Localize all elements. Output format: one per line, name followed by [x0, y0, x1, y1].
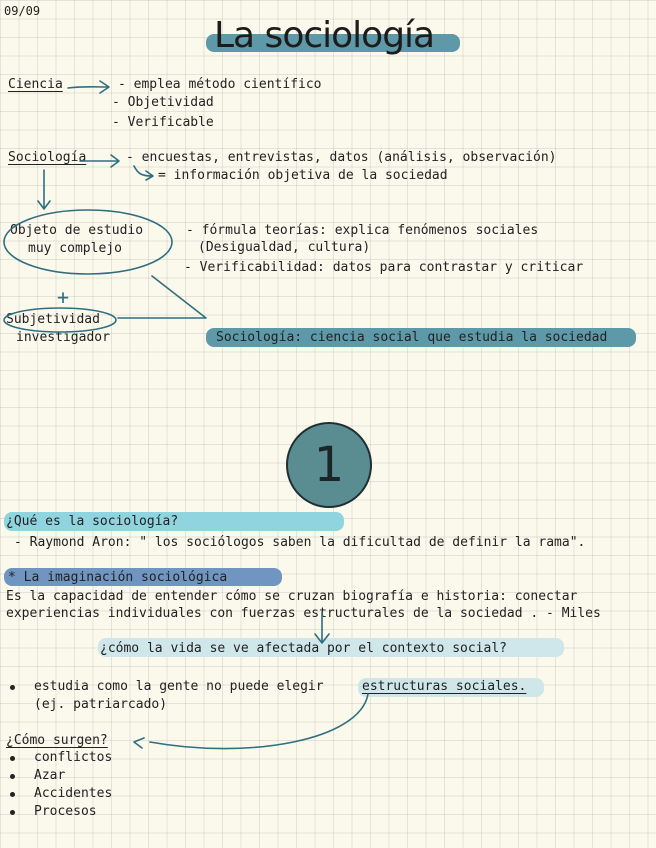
definition-text: Sociología: ciencia social que estudia la sociedad: [216, 330, 608, 345]
objeto-point-1: - fórmula teorías: explica fenómenos sociales: [186, 223, 539, 238]
subjetividad-line-2: investigador: [16, 330, 110, 345]
bullet: [10, 810, 15, 815]
bullet: [10, 685, 15, 690]
subjetividad-line-1: Subjetividad: [6, 312, 100, 327]
arrow-result: [134, 166, 153, 180]
como-surgen-heading: ¿Cómo surgen?: [6, 733, 108, 748]
imaginacion-heading: * La imaginación sociológica: [8, 570, 228, 585]
ciencia-label: Ciencia: [8, 77, 63, 92]
estructuras-example: (ej. patriarcado): [34, 697, 168, 712]
arrow-ciencia: [68, 81, 109, 93]
que-es-heading: ¿Qué es la sociología?: [6, 514, 179, 529]
aron-quote: - Raymond Aron: " los sociólogos saben la dificultad de definir la rama".: [14, 535, 586, 550]
page-date: 09/09: [4, 4, 41, 18]
imaginacion-line-1: Es la capacidad de entender cómo se cruzan biografía e historia: conectar: [6, 589, 578, 604]
bullet: [10, 756, 15, 761]
como-surgen-item: Azar: [34, 768, 66, 783]
objeto-point-2: (Desigualdad, cultura): [198, 240, 371, 255]
estructuras-highlight-text: estructuras sociales.: [362, 679, 527, 694]
objeto-line-1: Objeto de estudio: [10, 223, 144, 238]
section-number-badge: 1: [286, 422, 372, 508]
link-line: [118, 276, 206, 318]
bullet: [10, 792, 15, 797]
bullet: [10, 774, 15, 779]
arrow-down-objeto: [38, 170, 50, 209]
arrow-estructuras: [134, 694, 368, 749]
sociologia-result: = información objetiva de la sociedad: [158, 168, 448, 183]
imaginacion-question: ¿cómo la vida se ve afectada por el contexto social?: [100, 641, 507, 656]
page-title: La sociología: [214, 15, 435, 56]
sociologia-methods: - encuestas, entrevistas, datos (análisis, observación): [126, 150, 557, 165]
ciencia-point-1: - emplea método científico: [118, 77, 322, 92]
ciencia-point-3: - Verificable: [112, 115, 214, 130]
como-surgen-item: conflictos: [34, 750, 113, 765]
ciencia-point-2: - Objetividad: [112, 95, 214, 110]
estructuras-text: estudia como la gente no puede elegir: [34, 679, 324, 694]
imaginacion-line-2: experiencias individuales con fuerzas estructurales de la sociedad . - Miles: [6, 606, 601, 621]
como-surgen-item: Accidentes: [34, 786, 113, 801]
plus-sign: +: [57, 285, 70, 309]
objeto-point-3: - Verificabilidad: datos para contrastar y criticar: [184, 260, 584, 275]
sociologia-label: Sociología: [8, 150, 87, 165]
como-surgen-item: Procesos: [34, 804, 97, 819]
objeto-line-2: muy complejo: [28, 241, 122, 256]
